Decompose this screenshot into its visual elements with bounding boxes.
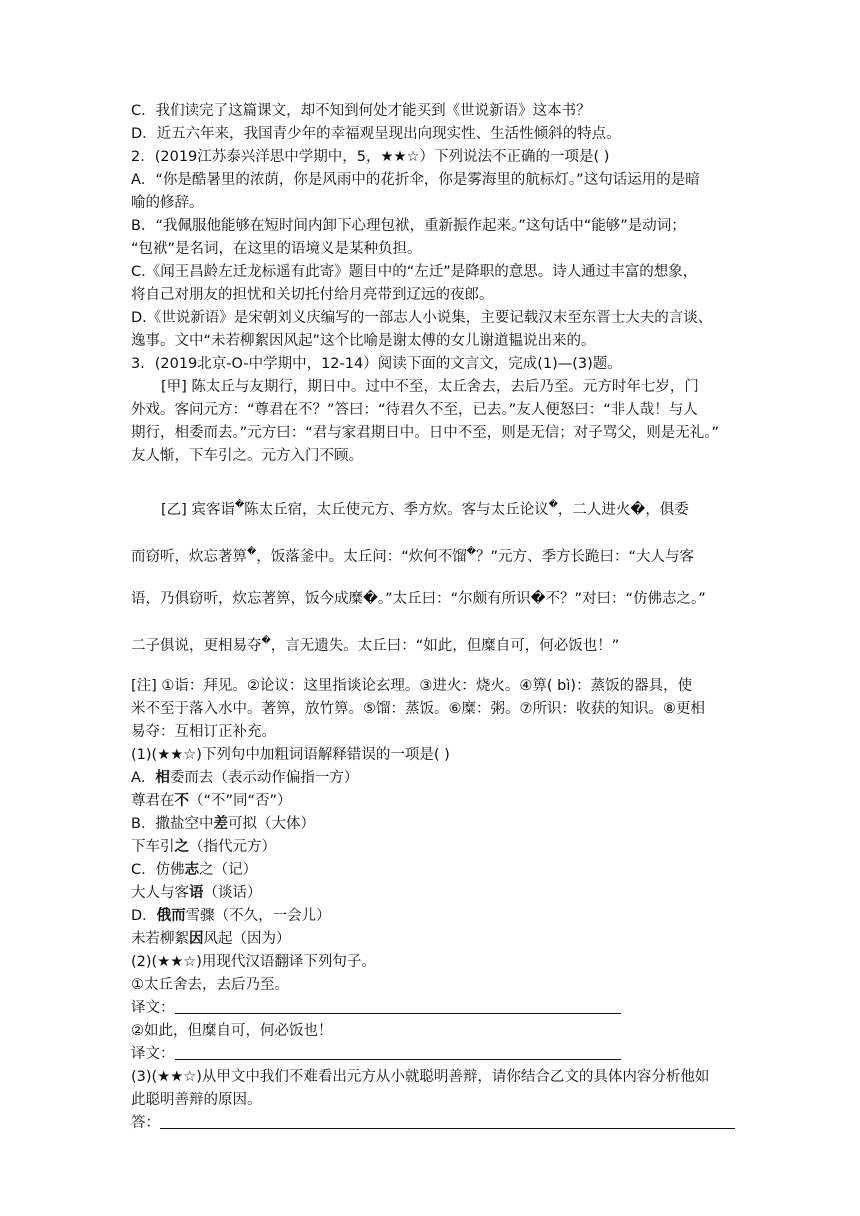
text-segment: 陈太丘宿，太丘使元方、季方炊。客与太丘论议 — [244, 502, 549, 518]
text-segment: 不？”对曰：“仿佛志之。” — [545, 591, 706, 607]
q2-option-d-line2: 逸事。文中“未若柳絮因风起”这个比喻是谢太傅的女儿谢道韫说出来的。 — [131, 333, 596, 349]
text-segment: C．仿佛 — [131, 862, 185, 878]
notes-line2: 米不至于落入水中。著箅，放竹箅。⑤馏：蒸饭。⑥糜：粥。⑦所识：收获的知识。⑧更相 — [131, 701, 705, 717]
q2-option-b-line1: B．“我佩服他能够在短时间内卸下心理包袱，重新振作起来。”这句话中“能够”是动词； — [131, 218, 686, 234]
passage-yi-line2 — [131, 531, 731, 578]
s1-option-a-line1 — [131, 767, 731, 790]
footnote-marker: � — [530, 591, 546, 607]
passage-yi-line4 — [131, 620, 731, 667]
q2-option-d-line1: D.《世说新语》是宋朝刘义庆编写的一部志人小说集，主要记载汉末至东晋士大夫的言谈、 — [131, 310, 713, 326]
s2-sentence-2: ②如此，但糜自可，何必饭也！ — [131, 1023, 333, 1039]
q2-option-c-line2: 将自己对朋友的担忧和关切托付给月亮带到辽远的夜郎。 — [131, 287, 494, 303]
bold-word: 因 — [189, 931, 204, 947]
text-segment: [乙] 宾客诣 — [161, 502, 235, 518]
text-segment: ？”元方、季方长跪曰：“大人与客 — [475, 549, 695, 565]
text-segment: 雪骤（不久，一会儿） — [185, 908, 331, 924]
s1-option-b-line1 — [131, 813, 731, 836]
q2-option-b-line2: “包袱”是名词，在这里的语境义是某种负担。 — [131, 241, 422, 257]
text-segment: 语，乃俱窃听，炊忘著箅，饭今成糜 — [131, 591, 363, 607]
passage-jia-line2: 外戏。客问元方：“尊君在不？”答曰：“待君久不至，已去。”友人便怒曰：“非人哉！与人 — [131, 402, 698, 418]
text-segment: ，俱委 — [645, 502, 689, 518]
bold-word: 语 — [189, 885, 204, 901]
s1-option-c-line1 — [131, 859, 731, 882]
passage-jia-line1: [甲] 陈太丘与友期行，期日中。过中不至，太丘舍去，去后乃至。元方时年七岁，门 — [161, 379, 699, 395]
answer-label: 答： — [131, 1115, 160, 1131]
text-segment: 二子俱说，更相易夺 — [131, 638, 262, 654]
bold-word: 相 — [155, 770, 170, 786]
text-segment: 之（记） — [199, 862, 258, 878]
text-segment: （“不”同“否”） — [189, 793, 292, 809]
bold-word: 差 — [213, 816, 228, 832]
text-segment: 未若柳絮 — [131, 931, 189, 947]
answer-label: 译文： — [131, 1046, 175, 1062]
s2-sentence-1: ①太丘舍去，去后乃至。 — [131, 977, 289, 993]
sub-question-2: (2)(★★☆)用现代汉语翻译下列句子。 — [131, 954, 376, 970]
q2-option-a-line2: 喻的修辞。 — [131, 195, 204, 211]
text-segment: 委而去（表示动作偏指一方） — [169, 770, 359, 786]
notes-line3: 易夺：互相订正补充。 — [131, 724, 276, 740]
text-segment: 风起（因为） — [203, 931, 291, 947]
sub-question-3-line1: (3)(★★☆)从甲文中我们不难看出元方从小就聪明善辩，请你结合乙文的具体内容分析他如 — [131, 1069, 710, 1085]
text-segment: （谈话） — [203, 885, 262, 901]
passage-yi-line1 — [131, 484, 731, 531]
footnote-marker: � — [363, 591, 378, 607]
bold-word: 志 — [184, 862, 200, 878]
footnote-marker: � — [548, 500, 558, 510]
passage-yi-line3 — [131, 578, 731, 620]
s1-option-c-line2 — [131, 882, 731, 905]
footnote-marker: � — [247, 547, 257, 557]
answer-blank[interactable] — [175, 998, 621, 1014]
bold-word: 俄而 — [156, 908, 186, 924]
question-3: 3．(2019北京-O-中学期中，12-14）阅读下面的文言文，完成(1)—(3)题。 — [131, 356, 622, 372]
text-segment: ，二人进火 — [557, 502, 631, 518]
text-segment: 而窃听，炊忘著箅 — [131, 549, 247, 565]
answer-blank[interactable] — [175, 1044, 621, 1060]
footnote-marker: � — [466, 547, 476, 557]
s2-answer-1 — [131, 997, 731, 1020]
text-segment: （指代元方） — [189, 839, 276, 855]
text-segment: 尊君在 — [131, 793, 175, 809]
text-segment: D． — [131, 908, 157, 924]
s1-option-a-line2 — [131, 790, 731, 813]
text-segment: ，言无遗失。太丘曰：“如此，但糜自可，何必饭也！” — [270, 638, 620, 654]
passage-jia-line4: 友人惭，下车引之。元方入门不顾。 — [131, 448, 363, 464]
passage-jia-line3: 期行，相委而去。”元方曰：“君与家君期日中。日中不至，则是无信；对子骂父，则是无礼。” — [131, 425, 720, 441]
s2-answer-2 — [131, 1043, 731, 1066]
s1-option-d-line1 — [131, 905, 731, 928]
text-segment: 下车引 — [131, 839, 175, 855]
question-2: 2．(2019江苏泰兴洋思中学期中，5，★★☆）下列说法不正确的一项是( ) — [131, 149, 610, 165]
footnote-marker: � — [234, 500, 245, 510]
answer-label: 译文： — [131, 1000, 175, 1016]
option-c: C．我们读完了这篇课文，却不知到何处才能买到《世说新语》这本书？ — [131, 103, 591, 119]
text-segment: 大人与客 — [131, 885, 189, 901]
q2-option-a-line1: A．“你是酷暑里的浓荫，你是风雨中的花折伞，你是雾海里的航标灯。”这句话运用的是暗 — [131, 172, 700, 188]
sub-question-3-line2: 此聪明善辩的原因。 — [131, 1092, 262, 1108]
answer-blank[interactable] — [160, 1113, 735, 1129]
s3-answer — [131, 1112, 731, 1135]
s1-option-b-line2 — [131, 836, 731, 859]
q2-option-c-line1: C.《闻王昌龄左迁龙标遥有此寄》题目中的“左迁”是降职的意思。诗人通过丰富的想象， — [131, 264, 698, 280]
bold-word: 之 — [174, 839, 189, 855]
text-segment: B．撒盐空中 — [131, 816, 214, 832]
text-segment: ，饭落釜中。太丘问：“炊何不馏 — [256, 549, 467, 565]
footnote-marker: � — [261, 636, 271, 646]
notes-line1: [注] ①诣：拜见。②论议：这里指谈论玄理。③进火：烧火。④箅( bì)：蒸饭的器具，使 — [131, 678, 693, 694]
s1-option-d-line2 — [131, 928, 731, 951]
text-segment: A． — [131, 770, 156, 786]
document-page — [131, 100, 731, 1135]
option-d: D．近五六年来，我国青少年的幸福观呈现出向现实性、生活性倾斜的特点。 — [131, 126, 621, 142]
sub-question-1: (1)(★★☆)下列句中加粗词语解释错误的一项是( ) — [131, 747, 450, 763]
bold-word: 不 — [174, 793, 189, 809]
footnote-marker: � — [630, 502, 646, 518]
text-segment: 可拟（大体） — [227, 816, 315, 832]
text-segment: 。”太丘曰：“尔颇有所识 — [377, 591, 531, 607]
